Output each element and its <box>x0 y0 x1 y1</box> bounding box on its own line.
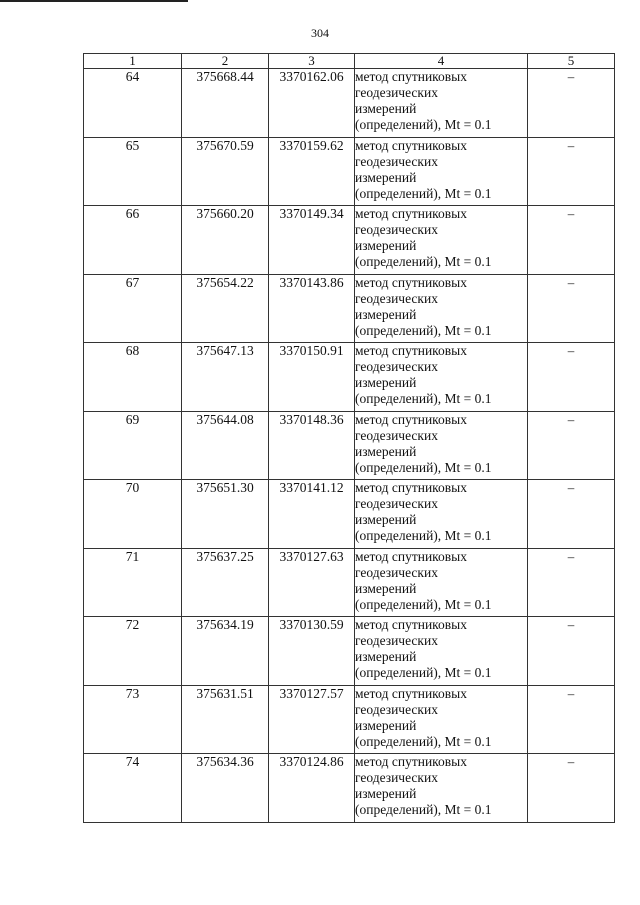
table-row <box>84 274 615 343</box>
column-header-4: 4 <box>355 54 528 69</box>
method-line: геодезических <box>355 564 438 580</box>
method-line: метод спутниковых <box>355 754 467 769</box>
method-line: измерений <box>355 786 417 801</box>
x-coordinate-cell: 375647.13 <box>182 343 269 412</box>
point-number-cell: 71 <box>84 548 182 617</box>
table-row <box>84 480 615 549</box>
method-line: (определений), Mt = 0.1 <box>355 254 492 269</box>
x-coordinate-cell: 375651.30 <box>182 480 269 549</box>
method-line: (определений), Mt = 0.1 <box>355 185 492 201</box>
method-cell <box>355 411 528 480</box>
method-line: метод спутниковых <box>355 69 467 84</box>
method-line: измерений <box>355 306 417 322</box>
table-row <box>84 69 615 138</box>
y-coordinate-cell: 3370149.34 <box>269 206 355 275</box>
y-coordinate-cell: 3370150.91 <box>269 343 355 412</box>
corner-scan-mark <box>0 0 188 2</box>
note-cell <box>528 206 615 275</box>
method-line: измерений <box>355 101 417 116</box>
table-row <box>84 617 615 686</box>
method-cell <box>355 617 528 686</box>
method-line: геодезических <box>355 633 438 648</box>
method-line: измерений <box>355 649 417 664</box>
page-number: 304 <box>311 26 329 40</box>
y-coordinate-cell: 3370124.86 <box>269 754 355 823</box>
y-coordinate-cell: 3370143.86 <box>269 274 355 343</box>
note-cell <box>528 685 615 754</box>
method-line: (определений), Mt = 0.1 <box>355 596 492 612</box>
method-line: (определений), Mt = 0.1 <box>355 528 492 543</box>
point-number-cell: 69 <box>84 411 182 480</box>
note-cell <box>528 274 615 343</box>
x-coordinate-cell: 375660.20 <box>182 206 269 275</box>
point-number-cell: 74 <box>84 754 182 823</box>
method-line: метод спутниковых <box>355 274 467 290</box>
column-header-5: 5 <box>528 54 615 69</box>
method-line: метод спутниковых <box>355 685 467 701</box>
table-row <box>84 685 615 754</box>
method-cell <box>355 343 528 412</box>
table-row <box>84 206 615 275</box>
note-cell <box>528 754 615 823</box>
x-coordinate-cell: 375634.36 <box>182 754 269 823</box>
method-cell <box>355 548 528 617</box>
method-line: измерений <box>355 169 417 185</box>
note-cell <box>528 137 615 206</box>
method-line: (определений), Mt = 0.1 <box>355 391 492 406</box>
coordinates-table <box>83 53 615 823</box>
x-coordinate-cell: 375654.22 <box>182 274 269 343</box>
dash-mark: – <box>567 754 575 769</box>
note-cell <box>528 480 615 549</box>
method-line: геодезических <box>355 222 438 237</box>
method-line: метод спутниковых <box>355 206 467 221</box>
method-line: геодезических <box>355 153 438 169</box>
method-line: измерений <box>355 443 417 459</box>
method-line: измерений <box>355 512 417 527</box>
method-line: метод спутниковых <box>355 411 467 427</box>
method-line: геодезических <box>355 770 438 785</box>
dash-mark: – <box>567 69 575 84</box>
note-cell <box>528 617 615 686</box>
point-number-cell: 68 <box>84 343 182 412</box>
method-line: (определений), Mt = 0.1 <box>355 117 492 132</box>
method-line: метод спутниковых <box>355 548 467 564</box>
point-number-cell: 72 <box>84 617 182 686</box>
note-cell <box>528 548 615 617</box>
method-line: (определений), Mt = 0.1 <box>355 665 492 680</box>
method-line: геодезических <box>355 85 438 100</box>
method-cell <box>355 685 528 754</box>
dash-mark: – <box>567 548 575 564</box>
y-coordinate-cell: 3370130.59 <box>269 617 355 686</box>
point-number-cell: 73 <box>84 685 182 754</box>
y-coordinate-cell: 3370159.62 <box>269 137 355 206</box>
method-line: метод спутниковых <box>355 343 467 358</box>
dash-mark: – <box>567 137 575 153</box>
method-line: метод спутниковых <box>355 137 467 153</box>
method-line: геодезических <box>355 290 438 306</box>
column-header-2: 2 <box>182 54 269 69</box>
method-line: геодезических <box>355 427 438 443</box>
method-line: измерений <box>355 375 417 390</box>
table-header-row <box>84 54 615 69</box>
method-line: (определений), Mt = 0.1 <box>355 459 492 475</box>
method-line: метод спутниковых <box>355 480 467 495</box>
method-line: измерений <box>355 717 417 733</box>
table-row <box>84 754 615 823</box>
method-line: (определений), Mt = 0.1 <box>355 322 492 338</box>
y-coordinate-cell: 3370127.63 <box>269 548 355 617</box>
x-coordinate-cell: 375668.44 <box>182 69 269 138</box>
method-cell <box>355 137 528 206</box>
column-header-3: 3 <box>269 54 355 69</box>
note-cell <box>528 411 615 480</box>
x-coordinate-cell: 375631.51 <box>182 685 269 754</box>
note-cell <box>528 343 615 412</box>
table-row <box>84 411 615 480</box>
method-line: измерений <box>355 580 417 596</box>
note-cell <box>528 69 615 138</box>
y-coordinate-cell: 3370162.06 <box>269 69 355 138</box>
x-coordinate-cell: 375634.19 <box>182 617 269 686</box>
y-coordinate-cell: 3370127.57 <box>269 685 355 754</box>
method-line: геодезических <box>355 496 438 511</box>
x-coordinate-cell: 375670.59 <box>182 137 269 206</box>
dash-mark: – <box>567 617 575 632</box>
x-coordinate-cell: 375644.08 <box>182 411 269 480</box>
point-number-cell: 66 <box>84 206 182 275</box>
column-header-1: 1 <box>84 54 182 69</box>
table-body <box>84 69 615 823</box>
y-coordinate-cell: 3370141.12 <box>269 480 355 549</box>
method-line: геодезических <box>355 701 438 717</box>
dash-mark: – <box>567 480 575 495</box>
table-row <box>84 548 615 617</box>
method-cell <box>355 754 528 823</box>
dash-mark: – <box>567 685 575 701</box>
y-coordinate-cell: 3370148.36 <box>269 411 355 480</box>
point-number-cell: 67 <box>84 274 182 343</box>
point-number-cell: 64 <box>84 69 182 138</box>
dash-mark: – <box>567 206 575 221</box>
method-line: (определений), Mt = 0.1 <box>355 733 492 749</box>
method-line: метод спутниковых <box>355 617 467 632</box>
method-cell <box>355 274 528 343</box>
method-line: (определений), Mt = 0.1 <box>355 802 492 817</box>
method-line: геодезических <box>355 359 438 374</box>
dash-mark: – <box>567 411 575 427</box>
x-coordinate-cell: 375637.25 <box>182 548 269 617</box>
point-number-cell: 70 <box>84 480 182 549</box>
table-row <box>84 343 615 412</box>
dash-mark: – <box>567 343 575 358</box>
method-cell <box>355 480 528 549</box>
point-number-cell: 65 <box>84 137 182 206</box>
method-cell <box>355 206 528 275</box>
dash-mark: – <box>567 274 575 290</box>
method-line: измерений <box>355 238 417 253</box>
table-row <box>84 137 615 206</box>
method-cell <box>355 69 528 138</box>
